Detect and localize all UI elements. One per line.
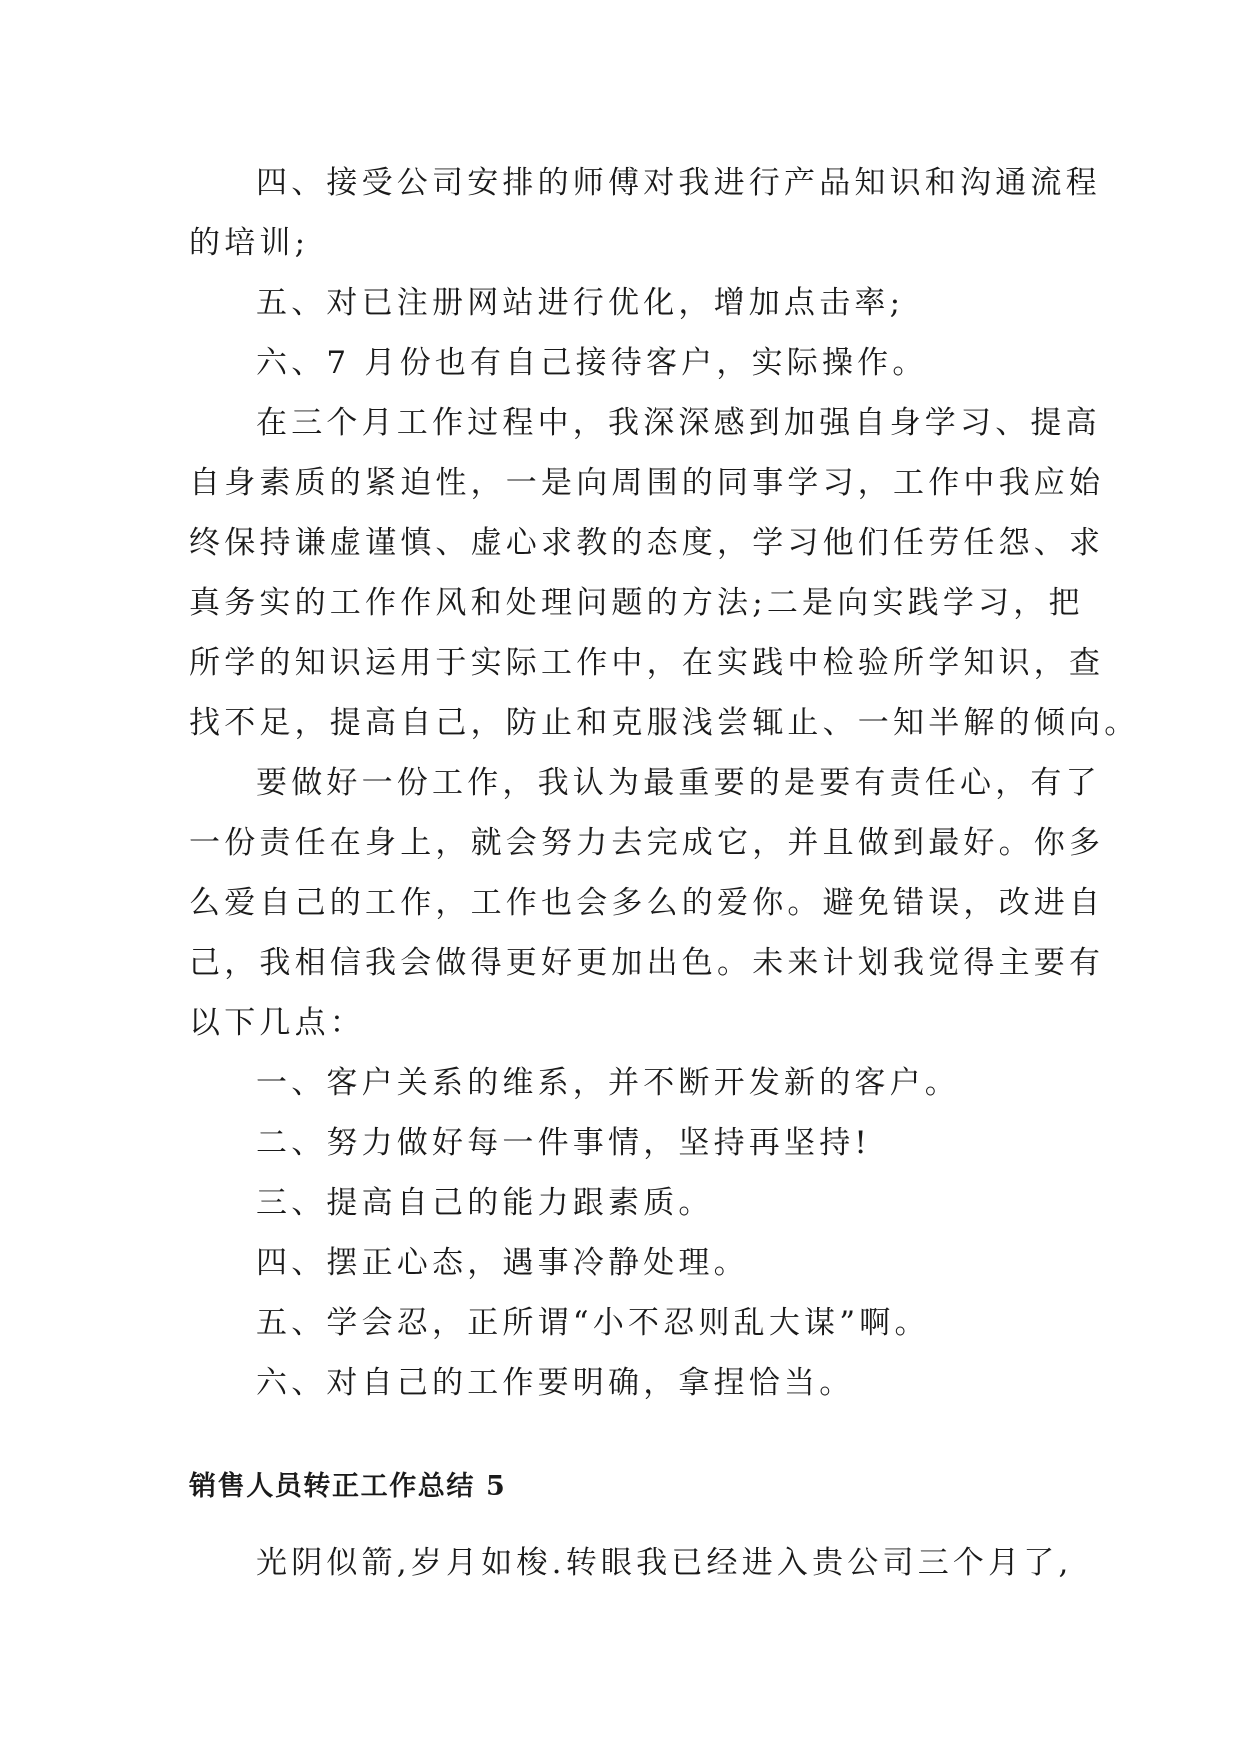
text-line: 光阴似箭,岁月如梭.转眼我已经进入贵公司三个月了, <box>256 1545 1073 1581</box>
text-line: 终保持谦虚谨慎、虚心求教的态度，学习他们任劳任怨、求 <box>189 525 1105 561</box>
text-line: 所学的知识运用于实际工作中，在实践中检验所学知识，查 <box>189 645 1105 681</box>
text-line: 三、提高自己的能力跟素质。 <box>256 1185 714 1221</box>
text-line: 己，我相信我会做得更好更加出色。未来计划我觉得主要有 <box>189 945 1105 981</box>
text-line: 以下几点： <box>189 1005 365 1041</box>
text-line: 要做好一份工作，我认为最重要的是要有责任心，有了 <box>256 765 1101 801</box>
text-line: 一份责任在身上，就会努力去完成它，并且做到最好。你多 <box>189 825 1105 861</box>
section-title: 销售人员转正工作总结 5 <box>189 1471 507 1502</box>
text-line: 二、努力做好每一件事情，坚持再坚持! <box>256 1125 872 1161</box>
text-line: 自身素质的紧迫性，一是向周围的同事学习，工作中我应始 <box>189 465 1105 501</box>
text-line: 一、客户关系的维系，并不断开发新的客户。 <box>256 1065 960 1101</box>
text-line: 六、7 月份也有自己接待客户，实际操作。 <box>256 345 928 381</box>
text-line: 五、学会忍，正所谓“小不忍则乱大谋”啊。 <box>256 1305 930 1341</box>
text-line: 五、对已注册网站进行优化，增加点击率; <box>256 285 905 321</box>
text-line: 真务实的工作作风和处理问题的方法;二是向实践学习，把 <box>189 585 1084 621</box>
text-line: 四、接受公司安排的师傅对我进行产品知识和沟通流程 <box>256 165 1101 201</box>
text-line: 找不足，提高自己，防止和克服浅尝辄止、一知半解的倾向。 <box>189 705 1140 741</box>
text-line: 四、摆正心态，遇事冷静处理。 <box>256 1245 749 1281</box>
text-line: 六、对自己的工作要明确，拿捏恰当。 <box>256 1365 855 1401</box>
text-line: 么爱自己的工作，工作也会多么的爱你。避免错误，改进自 <box>189 885 1105 921</box>
text-line: 的培训; <box>189 225 310 261</box>
text-line: 在三个月工作过程中，我深深感到加强自身学习、提高 <box>256 405 1101 441</box>
